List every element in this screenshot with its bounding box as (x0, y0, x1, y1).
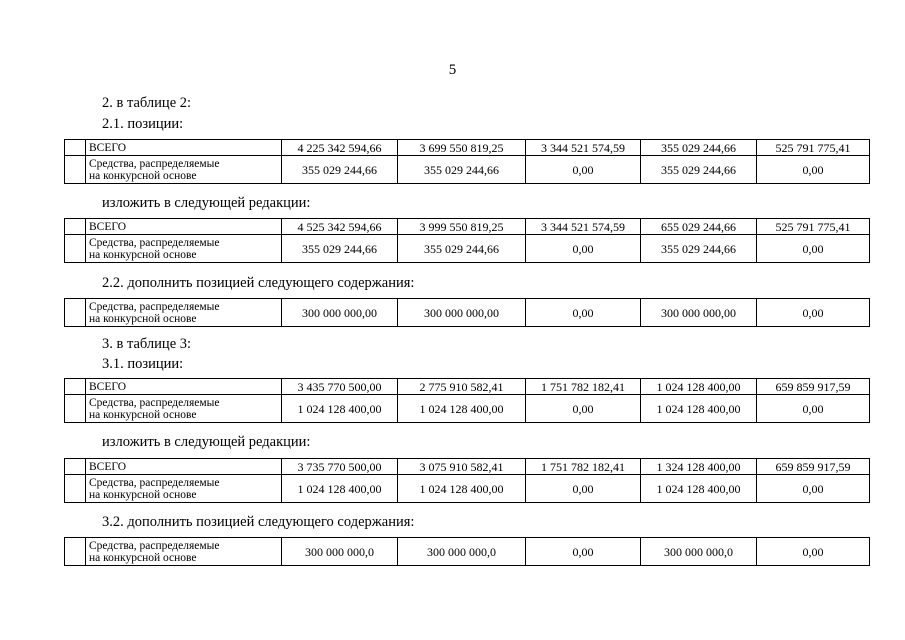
table-row-competitive-funds (65, 538, 870, 566)
add-heading-3-2: 3.2. дополнить позицией следующего содержания: (102, 514, 415, 530)
table-cell-empty (65, 538, 86, 566)
table-2-original-positions (64, 139, 870, 184)
table-cell-value: 3 699 550 819,25 (398, 140, 526, 156)
table-2-added-position (64, 298, 870, 327)
table-row-competitive-funds (65, 395, 870, 423)
row-label-competitive-funds: Средства, распределяемые на конкурсной основе (86, 299, 282, 327)
row-label-total: ВСЕГО (86, 459, 282, 475)
table-row-competitive-funds (65, 299, 870, 327)
table-3-new-positions (64, 458, 870, 503)
table-cell-value: 1 024 128 400,00 (398, 395, 526, 423)
table-cell-empty (65, 299, 86, 327)
table-cell-value: 4 525 342 594,66 (282, 219, 398, 235)
table-cell-value: 355 029 244,66 (641, 140, 757, 156)
table-cell-empty (65, 379, 86, 395)
table-cell-value: 355 029 244,66 (398, 156, 526, 184)
table-row-competitive-funds (65, 156, 870, 184)
table-cell-value: 525 791 775,41 (757, 219, 870, 235)
table-cell-value: 1 024 128 400,00 (282, 475, 398, 503)
section-heading-table-3: 3. в таблице 3: (102, 336, 192, 352)
table-row-competitive-funds (65, 475, 870, 503)
row-label-total: ВСЕГО (86, 140, 282, 156)
table-cell-value: 300 000 000,00 (398, 299, 526, 327)
table-cell-empty (65, 235, 86, 263)
replace-heading-2: изложить в следующей редакции: (102, 195, 311, 211)
section-heading-table-2: 2. в таблице 2: (102, 95, 192, 111)
table-2-new-positions (64, 218, 870, 263)
table-3-original-positions (64, 378, 870, 423)
table-cell-value: 4 225 342 594,66 (282, 140, 398, 156)
table-cell-value: 300 000 000,0 (641, 538, 757, 566)
row-label-competitive-funds: Средства, распределяемые на конкурсной основе (86, 538, 282, 566)
table-row-competitive-funds (65, 235, 870, 263)
table-cell-value: 1 024 128 400,00 (398, 475, 526, 503)
table-cell-empty (65, 395, 86, 423)
table-cell-value: 3 075 910 582,41 (398, 459, 526, 475)
table-cell-value: 659 859 917,59 (757, 379, 870, 395)
table-cell-value: 300 000 000,0 (282, 538, 398, 566)
table-cell-value: 355 029 244,66 (282, 235, 398, 263)
table-cell-value: 3 344 521 574,59 (526, 140, 641, 156)
row-label-competitive-funds: Средства, распределяемые на конкурсной основе (86, 395, 282, 423)
table-cell-value: 3 735 770 500,00 (282, 459, 398, 475)
table-cell-value: 3 435 770 500,00 (282, 379, 398, 395)
table-cell-value: 659 859 917,59 (757, 459, 870, 475)
table-row-total (65, 459, 870, 475)
table-cell-value: 1 024 128 400,00 (282, 395, 398, 423)
table-cell-value: 300 000 000,00 (282, 299, 398, 327)
table-cell-value: 0,00 (526, 395, 641, 423)
table-cell-value: 355 029 244,66 (641, 156, 757, 184)
table-cell-value: 0,00 (526, 475, 641, 503)
table-cell-value: 0,00 (757, 538, 870, 566)
table-cell-value: 1 024 128 400,00 (641, 379, 757, 395)
page-number: 5 (448, 62, 457, 78)
table-cell-value: 0,00 (526, 299, 641, 327)
table-cell-empty (65, 140, 86, 156)
row-label-total: ВСЕГО (86, 379, 282, 395)
table-cell-value: 0,00 (526, 156, 641, 184)
table-cell-value: 0,00 (526, 538, 641, 566)
table-cell-value: 0,00 (757, 299, 870, 327)
table-cell-value: 0,00 (757, 235, 870, 263)
table-cell-empty (65, 475, 86, 503)
table-cell-value: 0,00 (526, 235, 641, 263)
table-cell-value: 355 029 244,66 (282, 156, 398, 184)
subheading-positions-2-1: 2.1. позиции: (102, 116, 184, 132)
table-row-total (65, 219, 870, 235)
table-cell-value: 0,00 (757, 395, 870, 423)
table-cell-value: 1 024 128 400,00 (641, 475, 757, 503)
table-row-total (65, 379, 870, 395)
table-row-total (65, 140, 870, 156)
table-cell-value: 0,00 (757, 475, 870, 503)
table-cell-value: 525 791 775,41 (757, 140, 870, 156)
replace-heading-3: изложить в следующей редакции: (102, 434, 311, 450)
table-cell-value: 3 999 550 819,25 (398, 219, 526, 235)
row-label-competitive-funds: Средства, распределяемые на конкурсной основе (86, 475, 282, 503)
table-cell-value: 3 344 521 574,59 (526, 219, 641, 235)
row-label-competitive-funds: Средства, распределяемые на конкурсной основе (86, 235, 282, 263)
table-cell-value: 300 000 000,00 (641, 299, 757, 327)
table-cell-empty (65, 459, 86, 475)
row-label-competitive-funds: Средства, распределяемые на конкурсной основе (86, 156, 282, 184)
table-cell-value: 1 751 782 182,41 (526, 379, 641, 395)
row-label-total: ВСЕГО (86, 219, 282, 235)
table-cell-value: 300 000 000,0 (398, 538, 526, 566)
table-cell-empty (65, 219, 86, 235)
table-cell-value: 655 029 244,66 (641, 219, 757, 235)
table-cell-value: 1 324 128 400,00 (641, 459, 757, 475)
table-cell-value: 2 775 910 582,41 (398, 379, 526, 395)
table-3-added-position (64, 537, 870, 566)
table-cell-value: 1 751 782 182,41 (526, 459, 641, 475)
table-cell-value: 0,00 (757, 156, 870, 184)
table-cell-value: 1 024 128 400,00 (641, 395, 757, 423)
table-cell-empty (65, 156, 86, 184)
table-cell-value: 355 029 244,66 (641, 235, 757, 263)
subheading-positions-3-1: 3.1. позиции: (102, 356, 184, 372)
add-heading-2-2: 2.2. дополнить позицией следующего содержания: (102, 275, 415, 291)
table-cell-value: 355 029 244,66 (398, 235, 526, 263)
